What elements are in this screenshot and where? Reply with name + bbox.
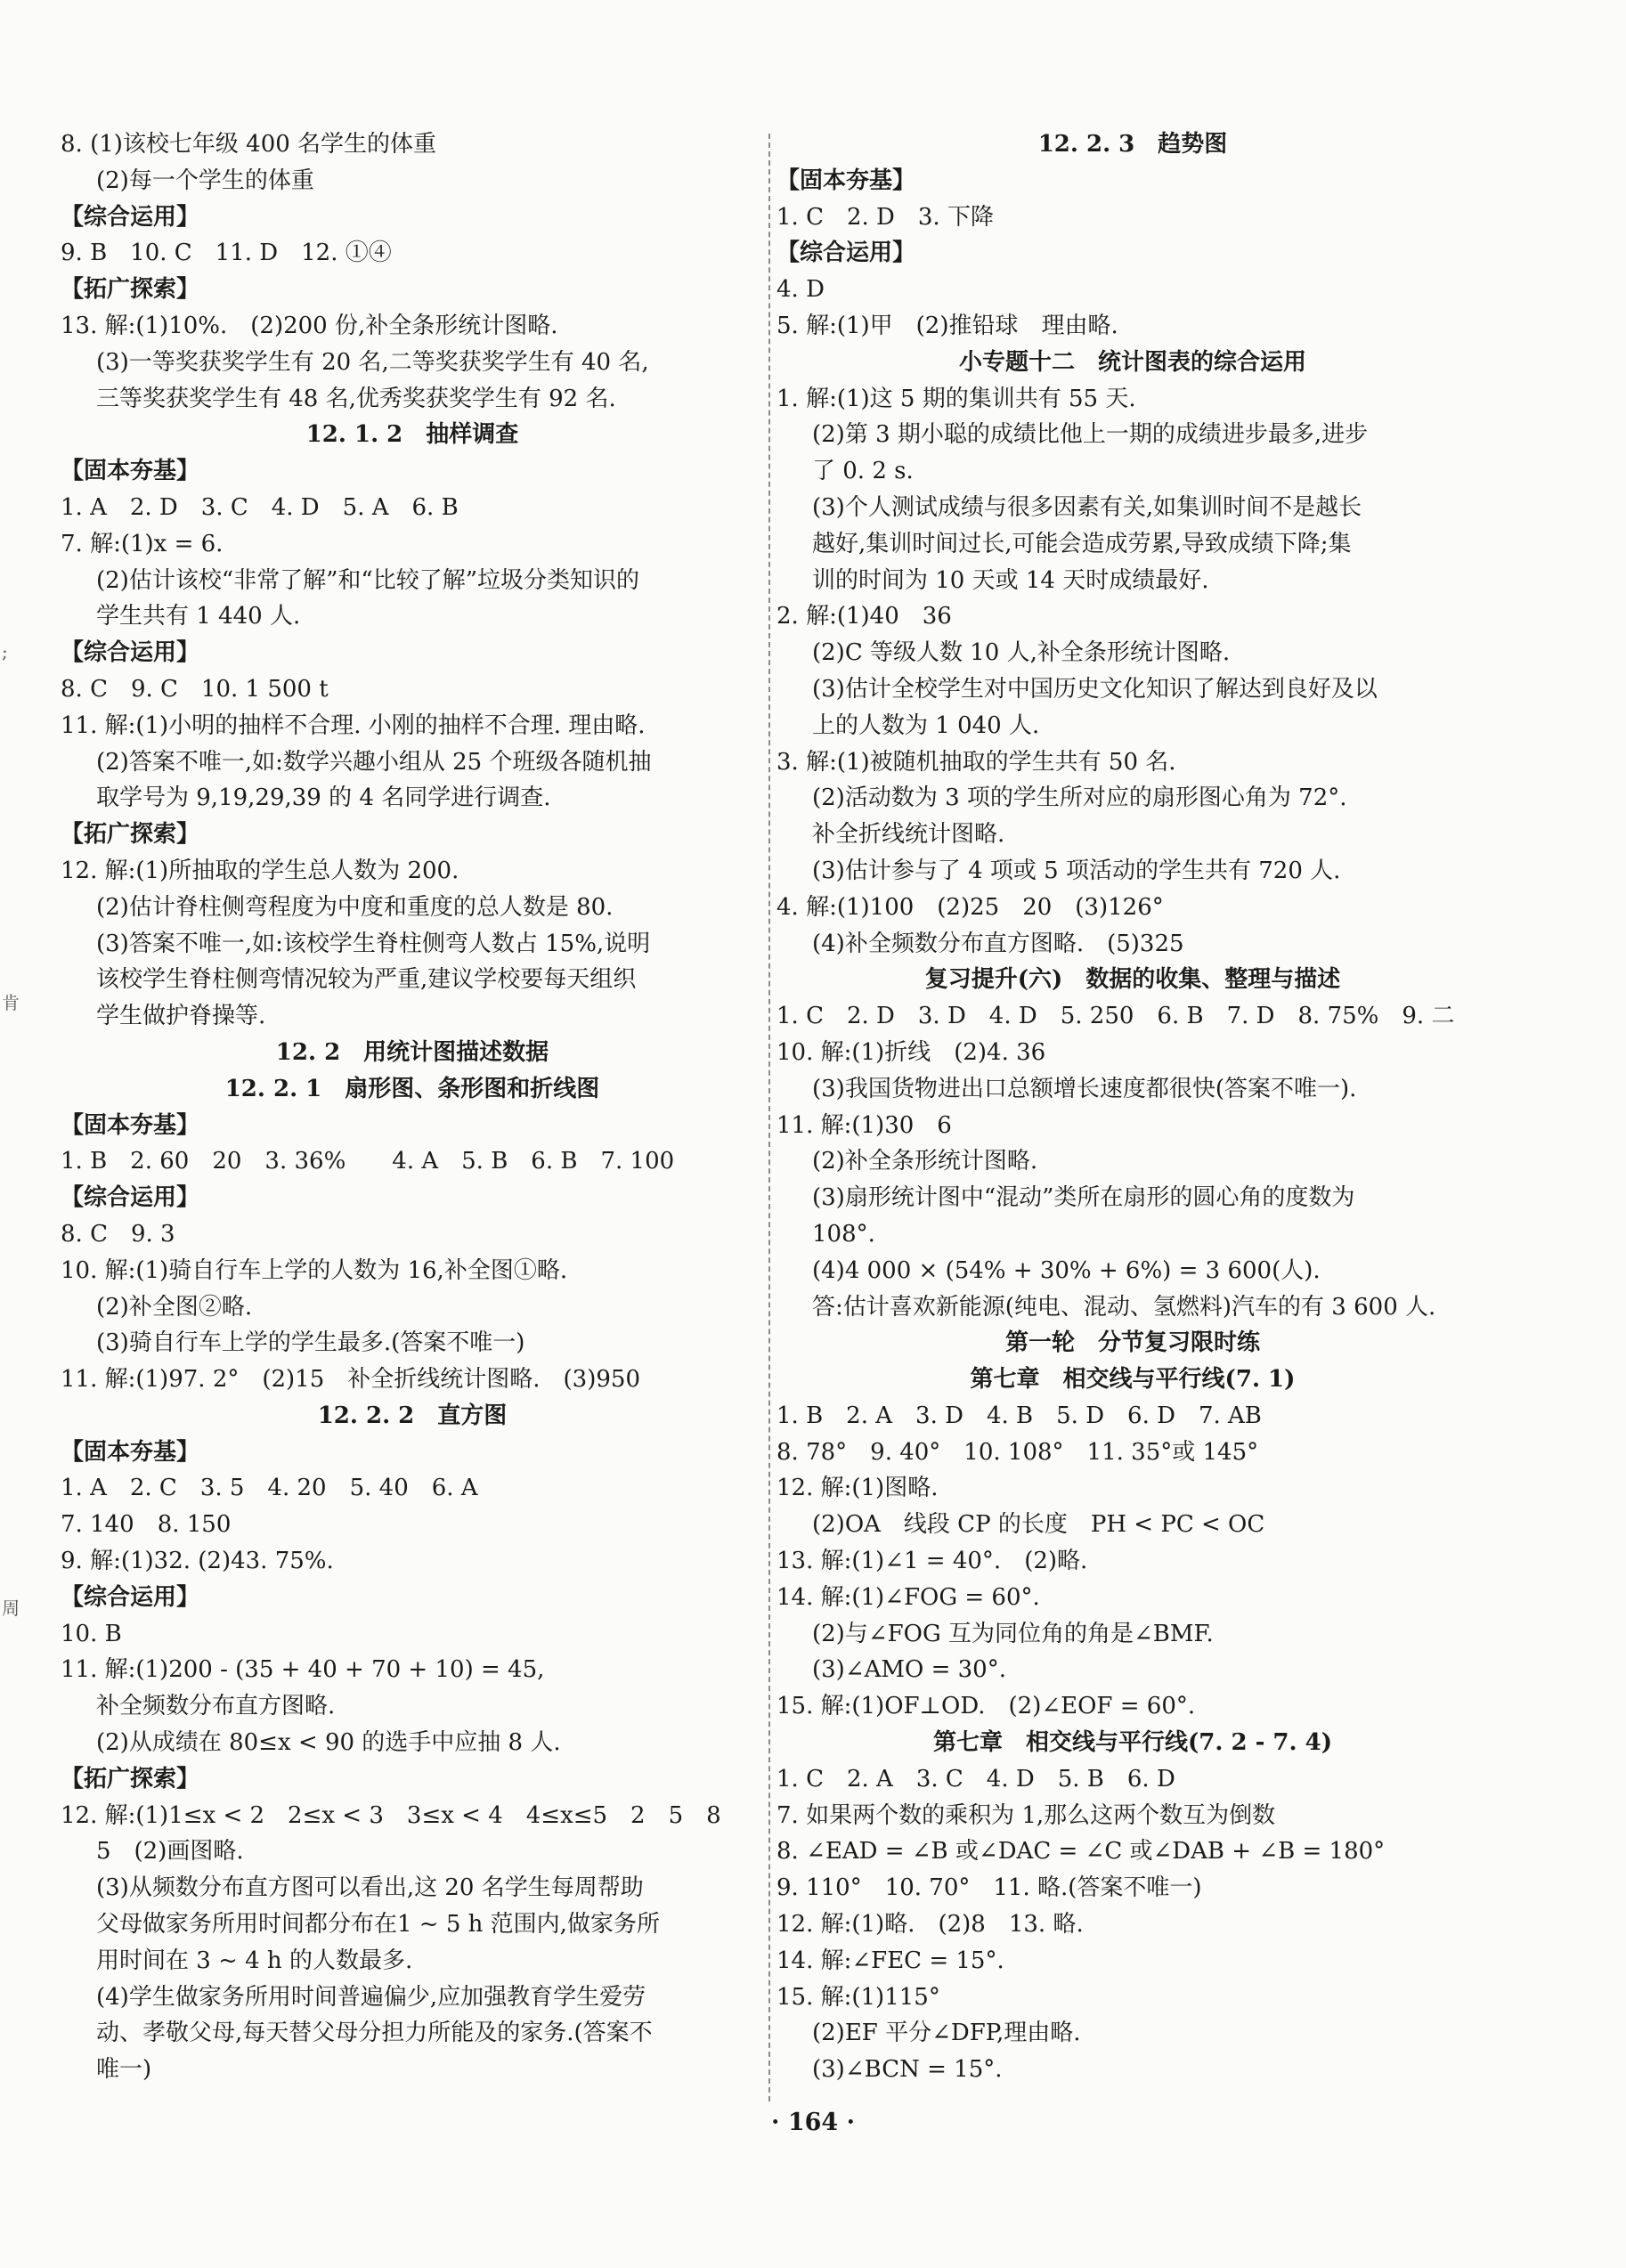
answer-line: 8. 78° 9. 40° 10. 108° 11. 35°或 145°	[776, 1438, 1259, 1466]
answer-line: 补全折线统计图略.	[812, 821, 1005, 849]
section-heading: 小专题十二 统计图表的综合运用	[958, 348, 1306, 376]
answer-line: 10. B	[61, 1620, 122, 1647]
answer-line: 该校学生脊柱侧弯情况较为严重,建议学校要每天组织	[96, 966, 637, 994]
section-heading: 12. 2 用统计图描述数据	[275, 1038, 549, 1066]
answer-line: 1. A 2. C 3. 5 4. 20 5. 40 6. A	[61, 1475, 478, 1502]
answer-line: 11. 解:(1)30 6	[776, 1111, 952, 1139]
answer-line: 12. 解:(1)图略.	[776, 1475, 939, 1502]
answer-line: (2)与∠FOG 互为同位角的角是∠BMF.	[812, 1620, 1214, 1647]
answer-line: (2)活动数为 3 项的学生所对应的扇形图心角为 72°.	[812, 784, 1347, 812]
section-heading: 复习提升(六) 数据的收集、整理与描述	[924, 966, 1341, 994]
answer-line: (2)补全条形统计图略.	[812, 1148, 1038, 1175]
left-column	[61, 126, 764, 2088]
answer-line: (3)从频数分布直方图可以看出,这 20 名学生每周帮助	[96, 1874, 644, 1902]
answer-line: 7. 解:(1)x = 6.	[61, 530, 224, 557]
section-heading: 12. 2. 1 扇形图、条形图和折线图	[224, 1075, 600, 1102]
section-heading: 12. 2. 3 趋势图	[1037, 131, 1228, 158]
section-tag: 【拓广探索】	[61, 276, 200, 304]
answer-line: (3)个人测试成绩与很多因素有关,如集训时间不是越长	[812, 493, 1362, 521]
column-divider	[768, 134, 770, 2101]
answer-line: 11. 解:(1)97. 2° (2)15 补全折线统计图略. (3)950	[61, 1366, 640, 1394]
answer-line: 1. C 2. D 3. 下降	[776, 203, 994, 231]
answer-line: (2)OA 线段 CP 的长度 PH < PC < OC	[812, 1511, 1265, 1539]
answer-line: (3)∠AMO = 30°.	[812, 1656, 1006, 1684]
section-tag: 【综合运用】	[61, 1184, 200, 1212]
answer-line: 108°.	[812, 1220, 875, 1248]
answer-line: 1. B 2. A 3. D 4. B 5. D 6. D 7. AB	[776, 1402, 1262, 1429]
answer-line: 1. C 2. D 3. D 4. D 5. 250 6. B 7. D 8. 75% 9. 二	[776, 1003, 1455, 1030]
answer-line: 12. 解:(1)略. (2)8 13. 略.	[776, 1911, 1084, 1939]
section-tag: 【固本夯基】	[61, 458, 200, 485]
answer-line: 2. 解:(1)40 36	[776, 603, 952, 630]
answer-line: (2)每一个学生的体重	[96, 167, 314, 194]
answer-line: 15. 解:(1)115°	[776, 1983, 940, 2011]
answer-line: 用时间在 3 ~ 4 h 的人数最多.	[96, 1947, 413, 1974]
answer-line: 11. 解:(1)200 - (35 + 40 + 70 + 10) = 45,	[61, 1656, 545, 1684]
answer-line: 9. B 10. C 11. D 12. ①④	[61, 240, 392, 267]
section-tag: 【拓广探索】	[61, 821, 200, 849]
answer-line: 4. 解:(1)100 (2)25 20 (3)126°	[776, 893, 1164, 921]
answer-line: (3)估计全校学生对中国历史文化知识了解达到良好及以	[812, 675, 1378, 703]
answer-line: (3)∠BCN = 15°.	[812, 2056, 1003, 2084]
answer-line: 13. 解:(1)∠1 = 40°. (2)略.	[776, 1548, 1088, 1575]
answer-line: 12. 解:(1)1≤x < 2 2≤x < 3 3≤x < 4 4≤x≤5 2 5 8	[61, 1801, 721, 1829]
edge-mark: 周	[2, 1597, 20, 1619]
answer-line: 三等奖获奖学生有 48 名,优秀奖获奖学生有 92 名.	[96, 385, 616, 412]
answer-line: 训的时间为 10 天或 14 天时成绩最好.	[812, 566, 1209, 594]
answer-line: 补全频数分布直方图略.	[96, 1693, 336, 1720]
section-tag: 【固本夯基】	[61, 1438, 200, 1466]
answer-line: (3)扇形统计图中“混动”类所在扇形的圆心角的度数为	[812, 1184, 1355, 1212]
answer-line: 5. 解:(1)甲 (2)推铅球 理由略.	[776, 312, 1118, 339]
answer-line: 1. A 2. D 3. C 4. D 5. A 6. B	[61, 493, 459, 521]
edge-mark: ;	[2, 641, 8, 663]
answer-line: 父母做家务所用时间都分布在1 ~ 5 h 范围内,做家务所	[96, 1911, 660, 1939]
answer-line: 4. D	[776, 276, 825, 304]
answer-line: (2)第 3 期小聪的成绩比他上一期的成绩进步最多,进步	[812, 421, 1369, 449]
answer-line: (3)骑自行车上学的学生最多.(答案不唯一)	[96, 1329, 525, 1357]
answer-line: 学生做护脊操等.	[96, 1003, 266, 1030]
answer-line: 答:估计喜欢新能源(纯电、混动、氢燃料)汽车的有 3 600 人.	[812, 1293, 1436, 1321]
answer-line: 14. 解:∠FEC = 15°.	[776, 1947, 1004, 1974]
answer-line: (4)学生做家务所用时间普遍偏少,应加强教育学生爱劳	[96, 1983, 646, 2011]
answer-line: (2)EF 平分∠DFP,理由略.	[812, 2020, 1081, 2047]
section-tag: 【拓广探索】	[61, 1765, 200, 1792]
answer-line: (2)补全图②略.	[96, 1293, 253, 1321]
section-tag: 【综合运用】	[61, 203, 200, 231]
answer-line: 10. 解:(1)折线 (2)4. 36	[776, 1038, 1046, 1066]
answer-line: 7. 140 8. 150	[61, 1511, 232, 1539]
section-heading: 第七章 相交线与平行线(7. 1)	[970, 1366, 1296, 1394]
answer-line: (2)从成绩在 80≤x < 90 的选手中应抽 8 人.	[96, 1729, 561, 1757]
answer-line: 唯一)	[96, 2056, 152, 2084]
answer-line: (2)答案不唯一,如:数学兴趣小组从 25 个班级各随机抽	[96, 748, 652, 776]
answer-line: (2)估计该校“非常了解”和“比较了解”垃圾分类知识的	[96, 566, 639, 594]
answer-line: (4)补全频数分布直方图略. (5)325	[812, 930, 1184, 957]
answer-line: (2)C 等级人数 10 人,补全条形统计图略.	[812, 639, 1231, 667]
answer-line: 上的人数为 1 040 人.	[812, 711, 1040, 739]
answer-line: 了 0. 2 s.	[812, 458, 914, 485]
right-column	[776, 126, 1489, 2088]
answer-line: 8. C 9. C 10. 1 500 t	[61, 675, 329, 703]
answer-line: 12. 解:(1)所抽取的学生总人数为 200.	[61, 857, 459, 884]
answer-line: 5 (2)画图略.	[96, 1838, 244, 1866]
answer-line: 1. 解:(1)这 5 期的集训共有 55 天.	[776, 385, 1136, 412]
answer-line: 动、孝敬父母,每天替父母分担力所能及的家务.(答案不	[96, 2020, 653, 2047]
answer-line: 14. 解:(1)∠FOG = 60°.	[776, 1583, 1040, 1611]
answer-line: 10. 解:(1)骑自行车上学的人数为 16,补全图①略.	[61, 1256, 568, 1284]
section-tag: 【综合运用】	[61, 1583, 200, 1611]
edge-mark: 肯	[2, 992, 20, 1013]
section-tag: 【固本夯基】	[61, 1111, 200, 1139]
answer-line: 学生共有 1 440 人.	[96, 603, 301, 630]
answer-line: 越好,集训时间过长,可能会造成劳累,导致成绩下降;集	[812, 530, 1352, 557]
page-number: · 164 ·	[771, 2109, 855, 2136]
section-heading: 12. 1. 2 抽样调查	[305, 421, 519, 449]
section-tag: 【固本夯基】	[776, 167, 916, 194]
answer-line: (3)一等奖获奖学生有 20 名,二等奖获奖学生有 40 名,	[96, 348, 649, 376]
answer-line: 3. 解:(1)被随机抽取的学生共有 50 名.	[776, 748, 1176, 776]
section-tag: 【综合运用】	[776, 240, 916, 267]
section-tag: 【综合运用】	[61, 639, 200, 667]
answer-line: (3)我国货物进出口总额增长速度都很快(答案不唯一).	[812, 1075, 1357, 1102]
section-heading: 12. 2. 2 直方图	[317, 1402, 508, 1429]
answer-line: (3)答案不唯一,如:该校学生脊柱侧弯人数占 15%,说明	[96, 930, 651, 957]
answer-line: 13. 解:(1)10%. (2)200 份,补全条形统计图略.	[61, 312, 558, 339]
answer-line: 8. C 9. 3	[61, 1220, 175, 1248]
answer-line: 1. B 2. 60 20 3. 36% 4. A 5. B 6. B 7. 100	[61, 1148, 675, 1175]
section-heading: 第七章 相交线与平行线(7. 2 - 7. 4)	[932, 1729, 1333, 1757]
section-heading: 第一轮 分节复习限时练	[1004, 1329, 1260, 1357]
answer-line: 9. 解:(1)32. (2)43. 75%.	[61, 1548, 334, 1575]
answer-line: 11. 解:(1)小明的抽样不合理. 小刚的抽样不合理. 理由略.	[61, 711, 646, 739]
answer-line: 8. (1)该校七年级 400 名学生的体重	[61, 131, 437, 158]
answer-line: 取学号为 9,19,29,39 的 4 名同学进行调查.	[96, 784, 551, 812]
answer-line: 1. C 2. A 3. C 4. D 5. B 6. D	[776, 1765, 1175, 1792]
answer-line: 15. 解:(1)OF⊥OD. (2)∠EOF = 60°.	[776, 1693, 1196, 1720]
answer-line: (2)估计脊柱侧弯程度为中度和重度的总人数是 80.	[96, 893, 614, 921]
answer-line: 8. ∠EAD = ∠B 或∠DAC = ∠C 或∠DAB + ∠B = 180°	[776, 1838, 1386, 1866]
answer-line: 7. 如果两个数的乘积为 1,那么这两个数互为倒数	[776, 1801, 1276, 1829]
answer-line: 9. 110° 10. 70° 11. 略.(答案不唯一)	[776, 1874, 1202, 1902]
answer-line: (3)估计参与了 4 项或 5 项活动的学生共有 720 人.	[812, 857, 1341, 884]
answer-line: (4)4 000 × (54% + 30% + 6%) = 3 600(人).	[812, 1256, 1321, 1284]
